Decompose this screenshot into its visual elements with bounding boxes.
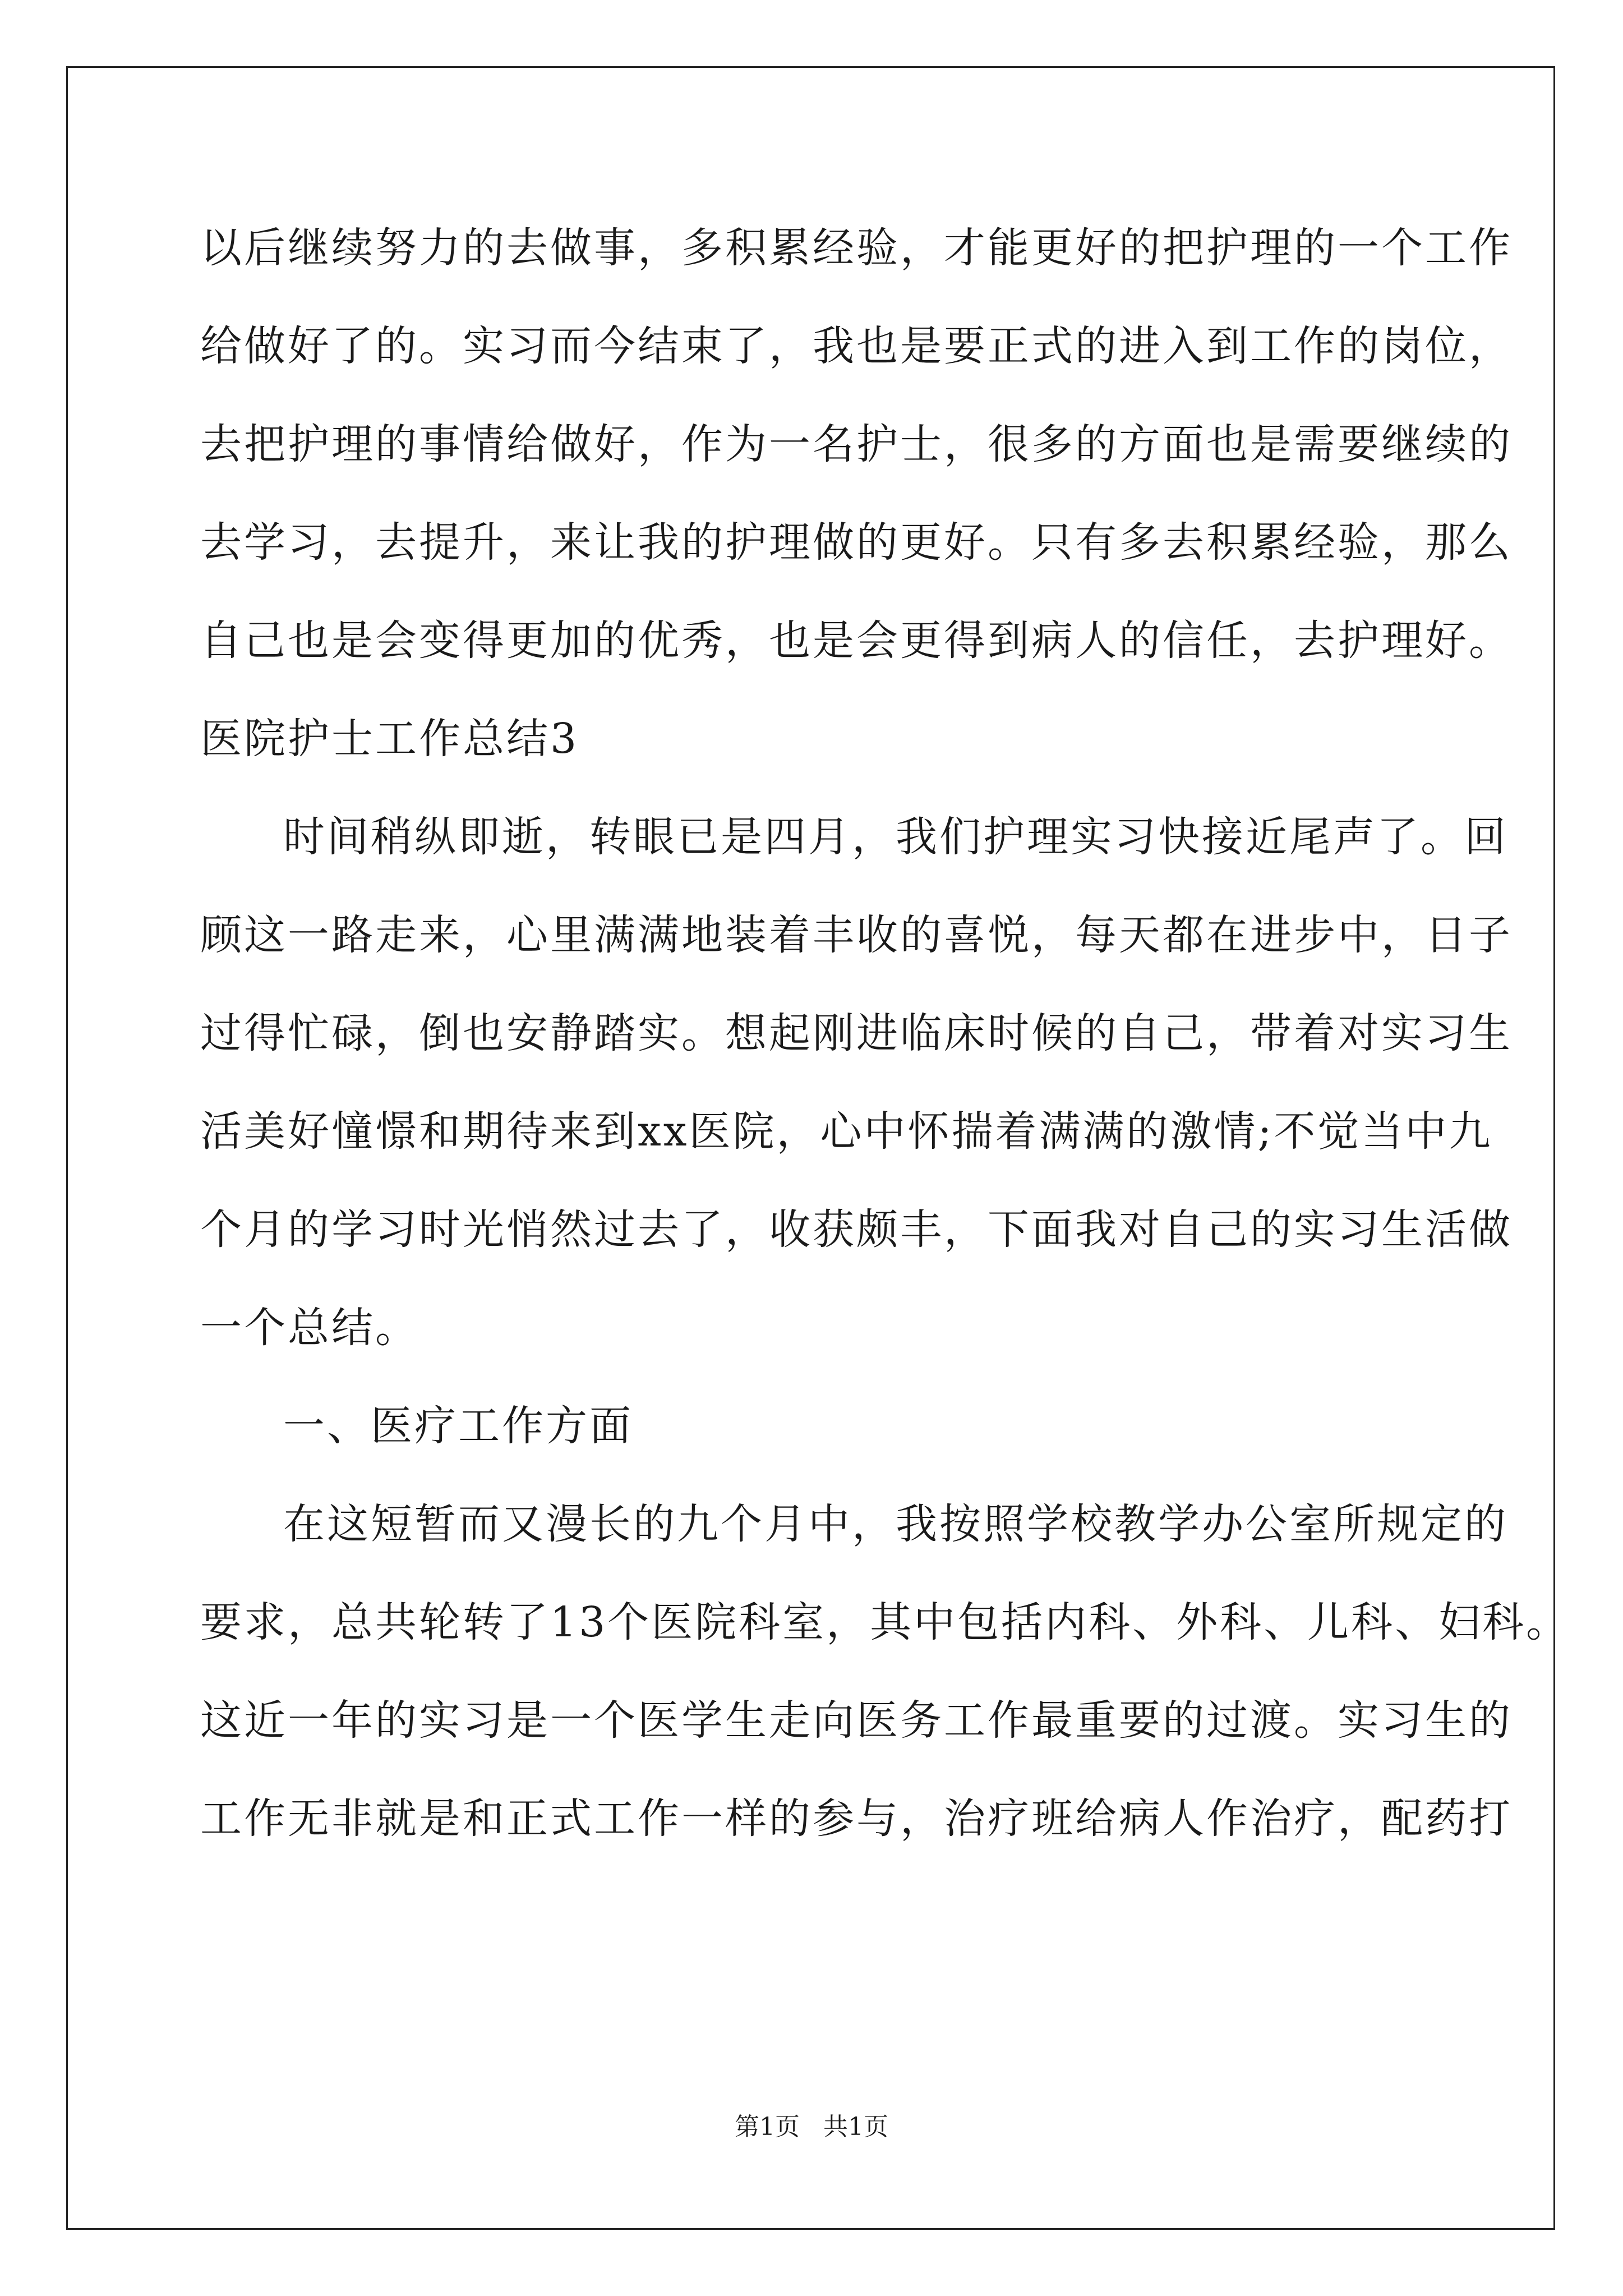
text-line: 给做好了的。实习而今结束了，我也是要正式的进入到工作的岗位，	[200, 322, 1513, 370]
text-line: 以后继续努力的去做事，多积累经验，才能更好的把护理的一个工作	[200, 224, 1513, 272]
text-line: 活美好憧憬和期待来到xx医院，心中怀揣着满满的激情;不觉当中九	[200, 1107, 1493, 1156]
text-line: 去把护理的事情给做好，作为一名护士，很多的方面也是需要继续的	[200, 420, 1513, 468]
text-line: 顾这一路走来，心里满满地装着丰收的喜悦，每天都在进步中，日子	[200, 911, 1513, 959]
text-line: 时间稍纵即逝，转眼已是四月，我们护理实习快接近尾声了。回	[283, 813, 1508, 861]
text-line: 要求，总共轮转了13个医院科室，其中包括内科、外科、儿科、妇科。	[200, 1598, 1570, 1646]
text-line: 工作无非就是和正式工作一样的参与，治疗班给病人作治疗，配药打	[200, 1795, 1513, 1843]
page-footer: 第1页 共1页	[735, 2113, 888, 2141]
text-line: 个月的学习时光悄然过去了，收获颇丰，下面我对自己的实习生活做	[200, 1205, 1513, 1254]
text-line: 这近一年的实习是一个医学生走向医务工作最重要的过渡。实习生的	[200, 1696, 1513, 1745]
text-line: 过得忙碌，倒也安静踏实。想起刚进临床时候的自己，带着对实习生	[200, 1009, 1513, 1057]
text-line: 自己也是会变得更加的优秀，也是会更得到病人的信任，去护理好。	[200, 616, 1513, 665]
document-body	[200, 199, 1570, 1868]
subsection-heading: 一、医疗工作方面	[283, 1402, 633, 1450]
text-line: 一个总结。	[200, 1304, 419, 1352]
text-line: 去学习，去提升，来让我的护理做的更好。只有多去积累经验，那么	[200, 518, 1513, 567]
section-heading: 医院护士工作总结3	[200, 715, 579, 763]
text-line: 在这短暂而又漫长的九个月中，我按照学校教学办公室所规定的	[283, 1500, 1508, 1548]
